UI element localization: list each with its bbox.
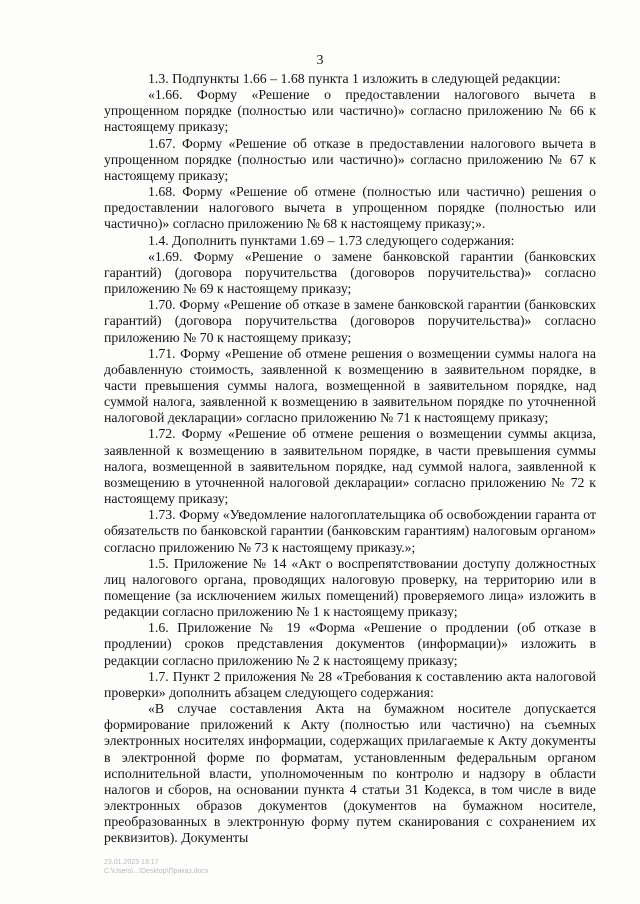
paragraph: 1.3. Подпункты 1.66 – 1.68 пункта 1 изложить в следующей редакции: (148, 71, 561, 86)
paragraph: 1.4. Дополнить пунктами 1.69 – 1.73 следующего содержания: (148, 232, 515, 248)
paragraph: 1.73. Форму «Уведомление налогоплательщика об освобождении гаранта от обязательств по банковской гарантии (банковским гарантиям) налоговым органом» согласно приложению № 73 к настоящему приказу.»; (104, 507, 596, 555)
paragraph: 1.68. Форму «Решение об отмене (полностью или частично) решения о предоставлении налогового вычета в упрощенном порядке (полностью или частично)» согласно приложению № 68 к настоящему приказу;». (104, 184, 596, 232)
paragraph: «1.66. Форму «Решение о предоставлении налогового вычета в упрощенном порядке (полностью или частично)» согласно приложению № 66 к настоящему приказу; (104, 87, 596, 135)
paragraph: 1.70. Форму «Решение об отказе в замене банковской гарантии (банковских гарантий) (договора поручительства (договоров поручительства)» согласно приложению № 70 к настоящему приказу; (104, 297, 596, 345)
footer-date: 23.01.2023 13:17 (104, 859, 159, 866)
footer-file-path: С:\Users\...\Desktop\Приказ.docx (104, 868, 209, 875)
document-footer (104, 858, 208, 876)
paragraph: 1.7. Пункт 2 приложения № 28 «Требования к составлению акта налоговой проверки» дополнить абзацем следующего содержания: (104, 668, 596, 700)
paragraph: 1.72. Форму «Решение об отмене решения о возмещении суммы акциза, заявленной к возмещению в заявительном порядке, в части превышения суммы налога, возмещенной в заявительном порядке, над суммой налога, заявленной к возмещению в уточненной налоговой декларации» согласно приложению № 72 к настоящему приказу; (104, 426, 596, 507)
paragraph: 1.5. Приложение № 14 «Акт о воспрепятствовании доступу должностных лиц налогового органа, проводящих налоговую проверку, на территорию или в помещение (за исключением жилых помещений) проверяемого лица» изложить в редакции согласно приложению № 1 к настоящему приказу; (104, 555, 596, 620)
paragraph: 1.71. Форму «Решение об отмене решения о возмещении суммы налога на добавленную стоимость, заявленной к возмещению в заявительном порядке, в части превышения суммы налога, возмещенной в заявительном порядке, над суммой налога, заявленной к возмещению в заявительном порядке по уточненной налоговой декларации» согласно приложению № 71 к настоящему приказу; (104, 345, 596, 426)
page-number: 3 (316, 53, 324, 68)
paragraph: 1.6. Приложение № 19 «Форма «Решение о продлении (об отказе в продлении) сроков представления документов (информации)» изложить в редакции согласно приложению № 2 к настоящему приказу; (104, 620, 596, 668)
paragraph: «1.69. Форму «Решение о замене банковской гарантии (банковских гарантий) (договора поручительства (договоров поручительства)» согласно приложению № 69 к настоящему приказу; (104, 248, 596, 297)
document-body (104, 71, 596, 847)
paragraph: «В случае составления Акта на бумажном носителе допускается формирование приложений к Акту (полностью или частично) на съемных электронных носителях информации, содержащих прилагаемые к Акту документы в электронной форме по форматам, установленным федеральным органом исполнительной власти, уполномоченным по контролю и надзору в области налогов и сборов, на основании пункта 4 статьи 31 Кодекса, в том числе в виде электронных образов документов (документов на бумажном носителе, преобразованных в электронную форму путем сканирования с сохранением их реквизитов). Документы (104, 701, 596, 846)
paragraph: 1.67. Форму «Решение об отказе в предоставлении налогового вычета в упрощенном порядке (полностью или частично)» согласно приложению № 67 к настоящему приказу; (104, 135, 596, 183)
